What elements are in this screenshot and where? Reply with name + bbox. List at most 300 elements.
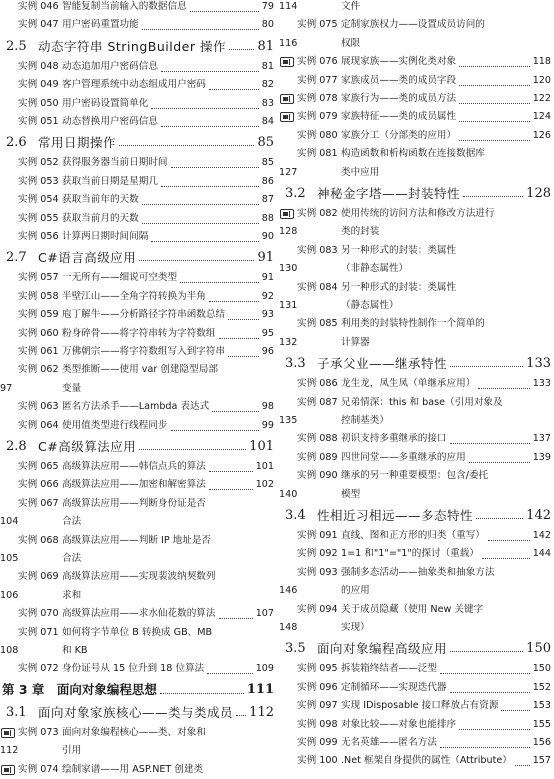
entry-title-continued: 合法 [62,553,82,564]
entry-title: 展现家族——实例化类对象 [341,56,457,68]
toc-entry-continuation[interactable] [279,260,554,278]
toc-entry[interactable] [279,716,554,734]
toc-entry[interactable] [0,325,277,343]
toc-entry[interactable] [0,288,277,306]
toc-entry[interactable] [279,315,554,333]
example-number: 实例 090 [297,470,338,482]
example-number: 实例 053 [18,175,59,187]
toc-entry[interactable] [279,145,554,163]
toc-entry[interactable] [279,242,554,260]
example-number: 实例 082 [297,208,338,219]
dot-leader [501,710,529,711]
toc-entry[interactable] [0,660,277,678]
toc-entry[interactable] [279,601,554,619]
page-number: 93 [261,309,274,321]
dot-leader [142,223,259,224]
dot-leader [478,388,529,389]
entry-title-continued: 文件 [341,1,361,12]
entry-title: 用户密码设置简单化 [62,97,149,109]
toc-entry[interactable] [279,449,554,467]
toc-entry[interactable] [0,605,277,623]
dot-leader [459,103,530,104]
section-number: 3.4 [285,508,306,523]
toc-entry[interactable] [0,568,277,586]
entry-title: 智能复制当前输入的数据信息 [62,1,187,12]
entry-title: 获取当前月的天数 [62,212,139,224]
entry-title: 类型推断——使用 var 创建隐型局部 [62,364,218,376]
example-number: 实例 054 [18,194,59,206]
section-number: 2.5 [6,38,27,54]
toc-entry-continuation[interactable] [0,587,277,605]
entry-title: 构造函数和析构函数在连接数据库 [341,148,485,160]
page-number: 99 [261,419,274,431]
example-number: 实例 095 [297,663,338,675]
entry-title: .Net 框架自身提供的属性（Attribute） [341,755,512,767]
entry-title-continued: 引用 [62,745,82,757]
entry-title: 定制家族权力——设置成员访问的 [341,19,485,31]
example-number: 实例 055 [18,212,59,224]
toc-entry[interactable] [279,205,554,223]
entry-title: 使用传统的访问方法和修改方法进行 [341,208,495,219]
book-icon [280,94,294,104]
dot-leader [459,140,530,141]
toc-entry-continuation[interactable] [279,164,554,182]
entry-title: 无名英雄——匿名方法 [341,737,437,748]
entry-title-continued: 实现） [341,622,370,633]
page-number: 124 [532,111,551,123]
page-number: 150 [526,641,551,657]
toc-entry[interactable] [0,154,277,172]
toc-entry-continuation[interactable] [0,642,277,660]
toc-entry[interactable] [279,127,554,145]
entry-title: 兄弟情深：this 和 base（引用对象及 [341,396,503,408]
example-number: 实例 092 [297,548,338,560]
example-number: 实例 086 [297,378,338,390]
entry-title: 客户管理系统中动态组成用户密码 [62,79,206,91]
toc-entry[interactable] [279,697,554,715]
page-number: 142 [526,508,551,523]
book-icon [1,765,15,775]
toc-entry[interactable] [0,417,277,435]
page-number: 97 [0,382,13,394]
toc-entry[interactable] [279,394,554,412]
page-number: 95 [261,327,274,339]
page-number: 133 [532,378,551,390]
toc-entry[interactable] [279,279,554,297]
page-number: 137 [532,433,551,445]
example-number: 实例 048 [18,60,59,72]
page-number: 101 [249,439,274,454]
entry-title: 万佛朝宗——将字符数组写入到字符串 [62,346,226,357]
toc-entry-continuation[interactable] [279,619,554,637]
page-number: 81 [261,60,274,72]
toc-section-heading[interactable] [279,182,554,206]
example-number: 实例 077 [297,74,338,86]
page-number: 90 [261,231,274,242]
toc-entry[interactable] [279,90,554,108]
entry-title: 高级算法应用——判断身份证是否 [62,497,206,509]
toc-entry[interactable] [0,191,277,209]
page-number: 148 [279,622,298,633]
toc-entry[interactable] [279,545,554,563]
example-number: 实例 052 [18,157,59,169]
example-number: 实例 064 [18,419,59,431]
entry-title-continued: 类中应用 [341,166,380,178]
page-number: 122 [532,93,551,104]
entry-title: 直线、图和正方形的归类（重写） [341,530,485,541]
toc-entry[interactable] [0,458,277,476]
toc-entry[interactable] [0,361,277,379]
page-number: 133 [526,356,551,372]
dot-leader [160,693,244,694]
toc-section-heading[interactable] [0,35,277,59]
dot-leader [476,518,523,519]
entry-title: 获得服务器当前日期时间 [62,157,168,169]
entry-title-continued: 求和 [62,589,82,601]
entry-title: 获取当前日期是星期几 [62,175,158,187]
entry-title: 拆装箱终结者——泛型 [341,663,437,675]
page-number: 105 [0,553,19,564]
example-number: 实例 080 [297,129,338,141]
example-number: 实例 051 [18,116,59,127]
dot-leader [219,338,259,339]
example-number: 实例 070 [18,608,59,620]
section-title: 性相近习相远——多态特性 [317,508,474,523]
page-number: 91 [257,250,274,266]
page-number: 82 [261,79,274,91]
example-number: 实例 093 [297,566,338,578]
dot-leader [229,49,254,50]
example-number: 实例 068 [18,534,59,546]
entry-title: 对象比较——对象也能排序 [341,718,457,730]
toc-entry[interactable] [0,269,277,287]
section-title: 动态字符串 StringBuilder 操作 [38,38,226,54]
toc-section-heading[interactable] [0,435,277,459]
example-number: 实例 065 [18,461,59,472]
example-number: 实例 096 [297,681,338,693]
page-number: 108 [0,645,19,656]
page-number: 111 [246,681,274,697]
toc-section-heading[interactable] [279,637,554,661]
dot-leader [142,204,259,205]
toc-entry-continuation[interactable] [279,0,554,16]
book-icon [280,209,294,219]
toc-entry[interactable] [0,210,277,228]
entry-title: 继承的另一种重要模型：包含/委托 [341,470,489,482]
page-number: 102 [255,479,274,491]
page-number: 80 [261,19,274,31]
section-number: 2.7 [6,250,27,266]
dot-leader [209,89,259,90]
example-number: 实例 060 [18,327,59,339]
toc-entry[interactable] [279,734,554,752]
toc-section-heading[interactable] [0,701,277,725]
dot-leader [142,29,259,30]
example-number: 实例 094 [297,603,338,615]
toc-chapter-heading[interactable] [0,679,277,701]
entry-title-continued: 控制基类） [341,415,389,426]
page-number: 104 [0,516,19,528]
section-title: 子承父业——继承特性 [317,356,448,372]
example-number: 实例 062 [18,364,59,376]
toc-section-heading[interactable] [0,246,277,270]
example-number: 实例 079 [297,111,338,123]
example-number: 实例 099 [297,737,338,748]
entry-title: 龙生龙，凤生凤（单继承应用） [341,378,476,390]
toc-entry[interactable] [0,476,277,494]
section-title: 面向对象家族核心——类与类成员 [38,704,234,720]
dot-leader [151,241,258,242]
entry-title-continued: 和 KB [62,645,88,656]
section-number: 3.1 [6,704,27,720]
toc-entry[interactable] [279,16,554,34]
page-number: 101 [255,461,274,472]
dot-leader [228,319,259,320]
example-number: 实例 063 [18,401,59,413]
chapter-title: 第 3 章 面向对象编程思想 [2,681,157,697]
dot-leader [219,618,253,619]
entry-title: 家族分工（分部类的应用） [341,129,457,141]
dot-leader [209,471,253,472]
example-number: 实例 057 [18,272,59,284]
dot-leader [209,301,259,302]
toc-entry[interactable] [0,761,277,779]
entry-title: 庖丁解牛——分析路径字符串函数总结 [62,309,226,321]
example-number: 实例 066 [18,479,59,491]
page-number: 135 [279,415,298,426]
entry-title: 实现 IDisposable 接口释放占有资源 [341,700,499,712]
toc-entry[interactable] [279,72,554,90]
dot-leader [450,692,530,693]
section-number: 3.3 [285,356,306,372]
section-number: 3.5 [285,641,306,657]
toc-entry[interactable] [0,343,277,361]
example-number: 实例 098 [297,718,338,730]
page-number: 87 [261,194,274,206]
page-number: 118 [532,56,551,68]
page-number: 146 [279,585,298,597]
example-number: 实例 100 [297,755,338,767]
example-number: 实例 046 [18,1,59,12]
example-number: 实例 089 [297,451,338,463]
dot-leader [119,145,254,146]
toc-entry-continuation[interactable] [0,742,277,760]
toc-section-heading[interactable] [279,504,554,528]
toc-entry[interactable] [279,467,554,485]
page-number: 79 [261,1,274,12]
toc-entry[interactable] [0,173,277,191]
page-number: 153 [532,700,551,712]
dot-leader [459,66,530,67]
page-number: 126 [532,129,551,141]
example-number: 实例 081 [297,148,338,160]
example-number: 实例 073 [18,726,59,738]
entry-title: 高级算法应用——求水仙花数的算法 [62,608,216,620]
toc-entry[interactable] [0,16,277,34]
dot-leader [236,715,246,716]
entry-title: 家族成员——类的成员字段 [341,74,457,86]
dot-leader [190,11,259,12]
entry-title: 另一种形式的封装：类属性 [341,281,457,293]
toc-entry-continuation[interactable] [279,35,554,53]
entry-title: 匿名方法杀手——Lambda 表达式 [62,401,210,413]
toc-entry[interactable] [0,532,277,550]
dot-leader [440,673,530,674]
toc-entry[interactable] [0,398,277,416]
dot-leader [151,108,258,109]
dot-leader [463,196,523,197]
example-number: 实例 047 [18,19,59,31]
entry-title: 利用类的封装特性制作一个简单的 [341,318,485,330]
entry-title: 半壁江山——全角字符转换为半角 [62,290,206,302]
toc-entry[interactable] [0,76,277,94]
toc-entry[interactable] [279,527,554,545]
page-number: 155 [532,718,551,730]
toc-entry[interactable] [279,430,554,448]
entry-title: 四世同堂——多重继承的应用 [341,451,466,463]
dot-leader [482,558,530,559]
toc-entry-continuation[interactable] [279,334,554,352]
entry-title: 高级算法应用——实现裴波纳契数列 [62,571,216,583]
page-number: 116 [279,37,298,49]
toc-entry[interactable] [279,752,554,770]
example-number: 实例 074 [18,763,59,775]
section-title: 神秘金字塔——封装特性 [317,186,461,201]
example-number: 实例 076 [297,56,338,68]
page-number: 120 [532,74,551,86]
book-icon [280,112,294,122]
page-number: 92 [261,290,274,302]
toc-entry[interactable] [0,58,277,76]
entry-title-continued: 合法 [62,516,82,528]
toc-entry[interactable] [279,660,554,678]
dot-leader [171,430,259,431]
entry-title: 身份证号从 15 位升到 18 位算法 [62,663,205,675]
entry-title-continued: 的应用 [341,585,370,597]
toc-entry[interactable] [0,495,277,513]
section-number: 2.8 [6,439,27,454]
toc-entry[interactable] [0,113,277,131]
entry-title: 用户密码重置功能 [62,19,139,31]
page-number: 128 [526,186,551,201]
section-title: C#语言高级应用 [38,250,137,266]
toc-entry-continuation[interactable] [0,380,277,398]
page-number: 132 [279,336,298,348]
page-number: 85 [257,135,274,151]
entry-title-continued: （静态属性） [341,300,399,311]
section-number: 2.6 [6,135,27,151]
example-number: 实例 061 [18,346,59,357]
page-number: 156 [532,737,551,748]
toc-entry[interactable] [279,679,554,697]
page-number: 85 [261,157,274,169]
toc-section-heading[interactable] [279,352,554,376]
entry-title: 粉身碎骨——将字符串转为字符数组 [62,327,216,339]
example-number: 实例 071 [18,626,59,638]
toc-entry[interactable] [279,53,554,71]
toc-entry[interactable] [0,624,277,642]
page-number: 84 [261,116,274,127]
toc-entry[interactable] [0,0,277,16]
entry-title: 动态替换用户密码信息 [62,116,158,127]
entry-title: 初识支持多重继承的接口 [341,433,447,445]
example-number: 实例 091 [297,530,338,541]
toc-entry-continuation[interactable] [279,223,554,241]
example-number: 实例 087 [297,396,338,408]
book-icon [280,57,294,67]
page-number: 112 [249,704,274,720]
section-number: 3.2 [285,186,306,201]
page-number: 130 [279,263,298,275]
example-number: 实例 069 [18,571,59,583]
page-number: 157 [532,755,551,767]
entry-title-continued: 权限 [341,37,361,49]
example-number: 实例 072 [18,663,59,675]
toc-entry[interactable] [0,306,277,324]
entry-title-continued: 变量 [62,382,82,394]
page-number: 131 [279,300,298,311]
entry-title: 高级算法应用——加密和解密算法 [62,479,206,491]
section-title: 面向对象编程高级应用 [317,641,448,657]
example-number: 实例 088 [297,433,338,445]
dot-leader [450,651,523,652]
toc-entry[interactable] [279,375,554,393]
page-number: 107 [255,608,274,620]
page-number: 142 [532,530,551,541]
page-number: 81 [257,38,274,54]
entry-title: 关于成员隐藏（使用 New 关键字 [341,603,484,615]
toc-section-heading[interactable] [0,131,277,155]
entry-title-continued: 类的封装 [341,226,380,238]
entry-title-continued: 计算器 [341,336,370,348]
page-number: 88 [261,212,274,224]
dot-leader [161,126,259,127]
entry-title: 使用值类型进行线程同步 [62,419,168,431]
entry-title: 计算两日期时间间隔 [62,231,149,242]
page-number: 91 [261,272,274,284]
toc-entry-continuation[interactable] [0,513,277,531]
toc-entry[interactable] [0,95,277,113]
entry-title: 另一种形式的封装：类属性 [341,244,457,256]
toc-entry-continuation[interactable] [0,550,277,568]
page-number: 86 [261,175,274,187]
toc-entry[interactable] [279,108,554,126]
page-number: 96 [261,346,274,357]
toc-entry[interactable] [279,564,554,582]
dot-leader [450,443,530,444]
dot-leader [207,673,253,674]
toc-entry[interactable] [0,724,277,742]
dot-leader [139,260,254,261]
toc-entry-continuation[interactable] [279,412,554,430]
toc-entry[interactable] [0,228,277,246]
entry-title: 绘制家谱——用 ASP.NET 创建类 [62,763,204,775]
toc-entry-continuation[interactable] [279,297,554,315]
toc-entry-continuation[interactable] [279,582,554,600]
example-number: 实例 059 [18,309,59,321]
example-number: 实例 067 [18,497,59,509]
dot-leader [459,729,530,730]
book-icon [1,728,15,738]
page-number: 114 [279,1,298,12]
page-number: 98 [261,401,274,413]
dot-leader [440,747,530,748]
dot-leader [459,121,530,122]
example-number: 实例 078 [297,93,338,104]
entry-title-continued: （非静态属性） [341,263,409,275]
toc-entry-continuation[interactable] [279,486,554,504]
page-number: 83 [261,97,274,109]
